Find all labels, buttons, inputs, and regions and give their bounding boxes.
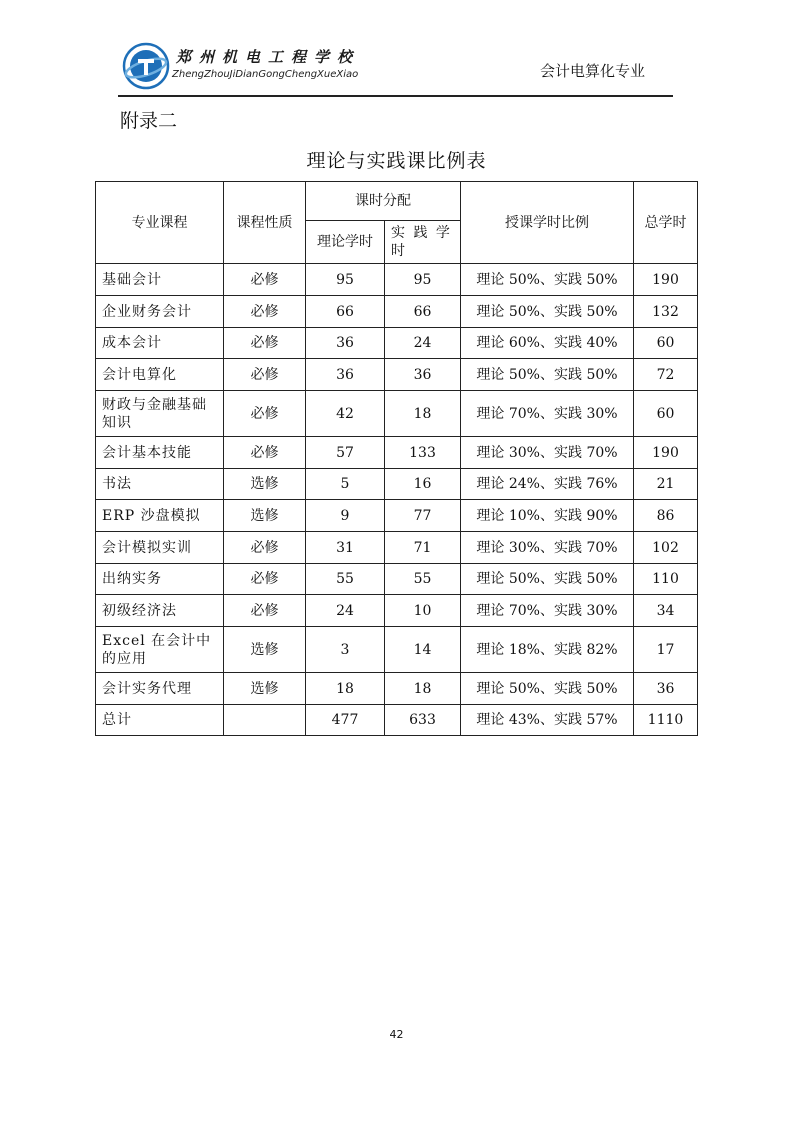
table-row xyxy=(96,328,698,359)
table-row xyxy=(96,359,698,391)
course-cell: 财政与金融基础知识 xyxy=(96,391,224,437)
header-practice-hours: 实 践 学 时 xyxy=(385,221,461,264)
theory-cell: 24 xyxy=(306,595,385,627)
total-cell: 17 xyxy=(634,627,698,673)
theory-cell: 55 xyxy=(306,564,385,595)
course-cell: 出纳实务 xyxy=(96,564,224,595)
table-row xyxy=(96,437,698,469)
total-cell: 72 xyxy=(634,359,698,391)
course-cell: 书法 xyxy=(96,469,224,500)
ratio-cell: 理论 50%、实践 50% xyxy=(461,564,634,595)
appendix-label: 附录二 xyxy=(120,110,178,132)
nature-cell: 必修 xyxy=(224,437,306,469)
nature-cell: 必修 xyxy=(224,328,306,359)
nature-cell xyxy=(224,705,306,736)
nature-cell: 选修 xyxy=(224,673,306,705)
practice-cell: 10 xyxy=(385,595,461,627)
table-row xyxy=(96,469,698,500)
course-cell: 初级经济法 xyxy=(96,595,224,627)
practice-cell: 633 xyxy=(385,705,461,736)
header-course: 专业课程 xyxy=(96,182,224,264)
nature-cell: 选修 xyxy=(224,627,306,673)
nature-cell: 必修 xyxy=(224,296,306,328)
table-row xyxy=(96,564,698,595)
theory-cell: 9 xyxy=(306,500,385,532)
table-row xyxy=(96,264,698,296)
table-title: 理论与实践课比例表 xyxy=(306,150,487,172)
ratio-cell: 理论 50%、实践 50% xyxy=(461,264,634,296)
ratio-cell: 理论 70%、实践 30% xyxy=(461,391,634,437)
header-ratio: 授课学时比例 xyxy=(461,182,634,264)
practice-cell: 16 xyxy=(385,469,461,500)
theory-cell: 5 xyxy=(306,469,385,500)
course-cell: 企业财务会计 xyxy=(96,296,224,328)
page-header xyxy=(118,38,673,98)
total-cell: 60 xyxy=(634,391,698,437)
total-cell: 110 xyxy=(634,564,698,595)
total-cell: 1110 xyxy=(634,705,698,736)
ratio-cell: 理论 10%、实践 90% xyxy=(461,500,634,532)
ratio-table xyxy=(95,181,698,736)
course-cell: Excel 在会计中的应用 xyxy=(96,627,224,673)
table-row xyxy=(96,391,698,437)
page-number: 42 xyxy=(389,1028,404,1041)
major-name: 会计电算化专业 xyxy=(539,62,645,80)
course-cell: 会计实务代理 xyxy=(96,673,224,705)
total-cell: 190 xyxy=(634,437,698,469)
header-divider xyxy=(118,95,673,97)
practice-cell: 14 xyxy=(385,627,461,673)
course-cell: ERP 沙盘模拟 xyxy=(96,500,224,532)
theory-cell: 66 xyxy=(306,296,385,328)
ratio-cell: 理论 50%、实践 50% xyxy=(461,296,634,328)
practice-cell: 36 xyxy=(385,359,461,391)
practice-cell: 133 xyxy=(385,437,461,469)
table-row xyxy=(96,627,698,673)
nature-cell: 必修 xyxy=(224,391,306,437)
total-cell: 86 xyxy=(634,500,698,532)
total-cell: 36 xyxy=(634,673,698,705)
table-row xyxy=(96,296,698,328)
ratio-cell: 理论 60%、实践 40% xyxy=(461,328,634,359)
practice-cell: 24 xyxy=(385,328,461,359)
ratio-cell: 理论 30%、实践 70% xyxy=(461,532,634,564)
practice-cell: 66 xyxy=(385,296,461,328)
ratio-cell: 理论 30%、实践 70% xyxy=(461,437,634,469)
theory-cell: 18 xyxy=(306,673,385,705)
theory-cell: 3 xyxy=(306,627,385,673)
ratio-cell: 理论 43%、实践 57% xyxy=(461,705,634,736)
theory-cell: 42 xyxy=(306,391,385,437)
table-row xyxy=(96,673,698,705)
theory-cell: 31 xyxy=(306,532,385,564)
nature-cell: 选修 xyxy=(224,500,306,532)
ratio-cell: 理论 18%、实践 82% xyxy=(461,627,634,673)
ratio-cell: 理论 70%、实践 30% xyxy=(461,595,634,627)
table-row xyxy=(96,595,698,627)
course-cell: 会计电算化 xyxy=(96,359,224,391)
total-cell: 132 xyxy=(634,296,698,328)
total-cell: 190 xyxy=(634,264,698,296)
practice-cell: 18 xyxy=(385,673,461,705)
course-cell: 成本会计 xyxy=(96,328,224,359)
header-nature: 课程性质 xyxy=(224,182,306,264)
theory-cell: 36 xyxy=(306,359,385,391)
nature-cell: 必修 xyxy=(224,359,306,391)
nature-cell: 必修 xyxy=(224,532,306,564)
theory-cell: 36 xyxy=(306,328,385,359)
school-name-cn: 郑州机电工程学校 xyxy=(176,48,361,66)
course-cell: 总计 xyxy=(96,705,224,736)
total-cell: 60 xyxy=(634,328,698,359)
nature-cell: 选修 xyxy=(224,469,306,500)
practice-cell: 71 xyxy=(385,532,461,564)
total-cell: 34 xyxy=(634,595,698,627)
total-cell: 21 xyxy=(634,469,698,500)
ratio-cell: 理论 24%、实践 76% xyxy=(461,469,634,500)
header-theory-hours: 理论学时 xyxy=(306,221,385,264)
practice-cell: 18 xyxy=(385,391,461,437)
practice-cell: 77 xyxy=(385,500,461,532)
total-cell: 102 xyxy=(634,532,698,564)
table-row xyxy=(96,532,698,564)
school-name-en: ZhengZhouJiDianGongChengXueXiao xyxy=(172,69,359,80)
practice-cell: 55 xyxy=(385,564,461,595)
practice-cell: 95 xyxy=(385,264,461,296)
header-hours-alloc: 课时分配 xyxy=(306,182,461,221)
ratio-cell: 理论 50%、实践 50% xyxy=(461,673,634,705)
school-emblem-icon xyxy=(122,42,170,90)
theory-cell: 477 xyxy=(306,705,385,736)
course-cell: 基础会计 xyxy=(96,264,224,296)
nature-cell: 必修 xyxy=(224,595,306,627)
course-cell: 会计模拟实训 xyxy=(96,532,224,564)
theory-cell: 95 xyxy=(306,264,385,296)
course-cell: 会计基本技能 xyxy=(96,437,224,469)
table-row xyxy=(96,500,698,532)
ratio-cell: 理论 50%、实践 50% xyxy=(461,359,634,391)
header-total: 总学时 xyxy=(634,182,698,264)
table-row xyxy=(96,705,698,736)
theory-cell: 57 xyxy=(306,437,385,469)
nature-cell: 必修 xyxy=(224,564,306,595)
nature-cell: 必修 xyxy=(224,264,306,296)
